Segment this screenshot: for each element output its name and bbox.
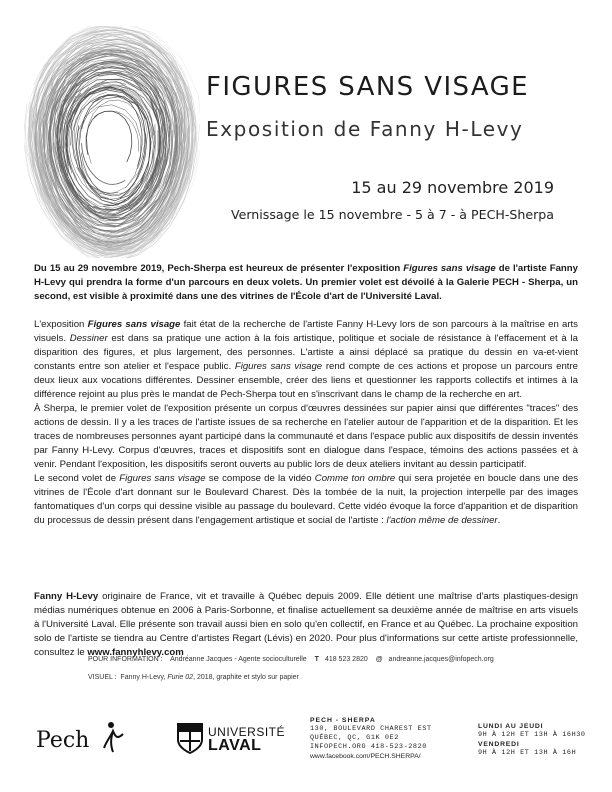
- contact-phone: 418 523 2820: [324, 656, 368, 663]
- artist-name: Fanny H-Levy: [34, 591, 99, 602]
- page-title: FIGURES SANS VISAGE: [206, 72, 529, 102]
- universite-laval-logo-line1: UNIVERSITÉ: [208, 725, 286, 739]
- gallery-address: PECH - SHERPA 130, BOULEVARD CHAREST EST QUÉBEC, QC, G1K 0E2 INFOPECH.ORG 418-523-2820 www.facebook.com/PECH.SHERPA/: [310, 717, 432, 760]
- body-text: [34, 318, 578, 528]
- exhibition-dates: 15 au 29 novembre 2019: [351, 178, 554, 197]
- intro-paragraph: Du 15 au 29 novembre 2019, Pech-Sherpa est heureux de présenter l'exposition Figures sans visage de l'artiste Fanny H-Levy qui prendra la forme d'un parcours en deux volets. Un premier volet est dévoilé à la Galerie PECH - Sherpa, un second, est visible à proximité dans une des vitrines de l'École d'art de l'Université Laval.: [34, 263, 578, 302]
- body-paragraph-2: À Sherpa, le premier volet de l'exposition présente un corpus d'œuvres dessinées sur papier ainsi que différentes "traces" des actions de dessin. Il y a les traces de l'artiste issues de sa recherche en l'atelier autour de l'apparition et de la disparition. Et les traces de nombreuses personnes ayant participé dans la communauté et dans l'espace public aux dispositifs de dessin inventés par Fanny H-Levy. Corpus d'œuvres, traces et dispositifs sont en dialogue dans l'espace, témoins des actions passées et à venir. Pendant l'exposition, les dispositifs seront ouverts au public lors de deux ateliers invitant au dessin participatif.: [34, 403, 578, 470]
- artist-bio: Fanny H-Levy originaire de France, vit et travaille à Québec depuis 2009. Elle détient une maîtrise d'arts plastiques-design médias numériques obtenue en 2006 à Paris-Sorbonne, et finalise actuellement sa deuxième année de maîtrise en arts visuels à l'Université Laval. Elle présente son travail aussi bien en solo qu'en collectif, en France et au Québec. La prochaine exposition solo de l'artiste se tiendra au Centre d'artistes Regart (Lévis) en 2020. Pour plus d'informations sur cette artiste professionnelle, consultez le www.fannyhlevy.com: [34, 591, 578, 658]
- opening-hours: LUNDI AU JEUDI 9H À 12H ET 13H À 16H30 VENDREDI 9H À 12H ET 13H À 16H: [478, 723, 586, 757]
- artwork-scribble-image: [24, 26, 200, 258]
- universite-laval-logo-line2: LAVAL: [208, 737, 262, 754]
- email-icon: @: [375, 656, 383, 663]
- pech-figure-icon: [101, 720, 127, 754]
- page-subtitle: Exposition de Fanny H-Levy: [206, 117, 524, 141]
- contact-info: POUR INFORMATION : Andréanne Jacques - Agente socioculturelle T 418 523 2820 @ andreanne.jacques@infopech.org: [88, 656, 494, 663]
- contact-email-link[interactable]: andreanne.jacques@infopech.org: [388, 656, 494, 663]
- vernissage-line: Vernissage le 15 novembre - 5 à 7 - à PECH-Sherpa: [230, 207, 554, 222]
- universite-laval-crest-icon: [176, 722, 204, 754]
- body-paragraph-1: L'exposition Figures sans visage fait état de la recherche de l'artiste Fanny H-Levy lors de son parcours à la maîtrise en arts visuels. Dessiner est dans sa pratique une action à la fois artistique, politique et sociale de résistance à l'effacement et à la disparition des figures, et plus largement, des personnes. L'artiste a ainsi déplacé sa pratique du dessin en va-et-vient constants entre son atelier et l'espace public. Figures sans visage rend compte de ces actions et propose un parcours entre deux lieux aux vocations différentes. Dessiner ensemble, créer des liens et questionner les rapports collectifs et intimes à la différence rejoint au plus près le mandat de Pech-Sherpa tout en s'inscrivant dans le champ de la recherche en art.: [34, 319, 578, 400]
- image-credit: VISUEL : Fanny H-Levy, Furie 02, 2018, graphite et stylo sur papier: [88, 674, 299, 681]
- body-paragraph-3: Le second volet de Figures sans visage se compose de la vidéo Comme ton ombre qui sera projetée en boucle dans une des vitrines de l'École d'art donnant sur le Boulevard Charest. Dès la tombée de la nuit, la projection interpelle par des images fantomatiques d'un corps qui dessine visible au passage du boulevard. Cette vidéo évoque la force d'apparition et de disparition du processus de dessin présent dans l'engagement artistique et social de l'artiste : l'action même de dessiner.: [34, 473, 578, 526]
- facebook-link[interactable]: www.facebook.com/PECH.SHERPA/: [310, 753, 421, 760]
- pech-logo: Pech: [36, 728, 90, 753]
- artist-website-link[interactable]: www.fannyhlevy.com: [87, 647, 184, 658]
